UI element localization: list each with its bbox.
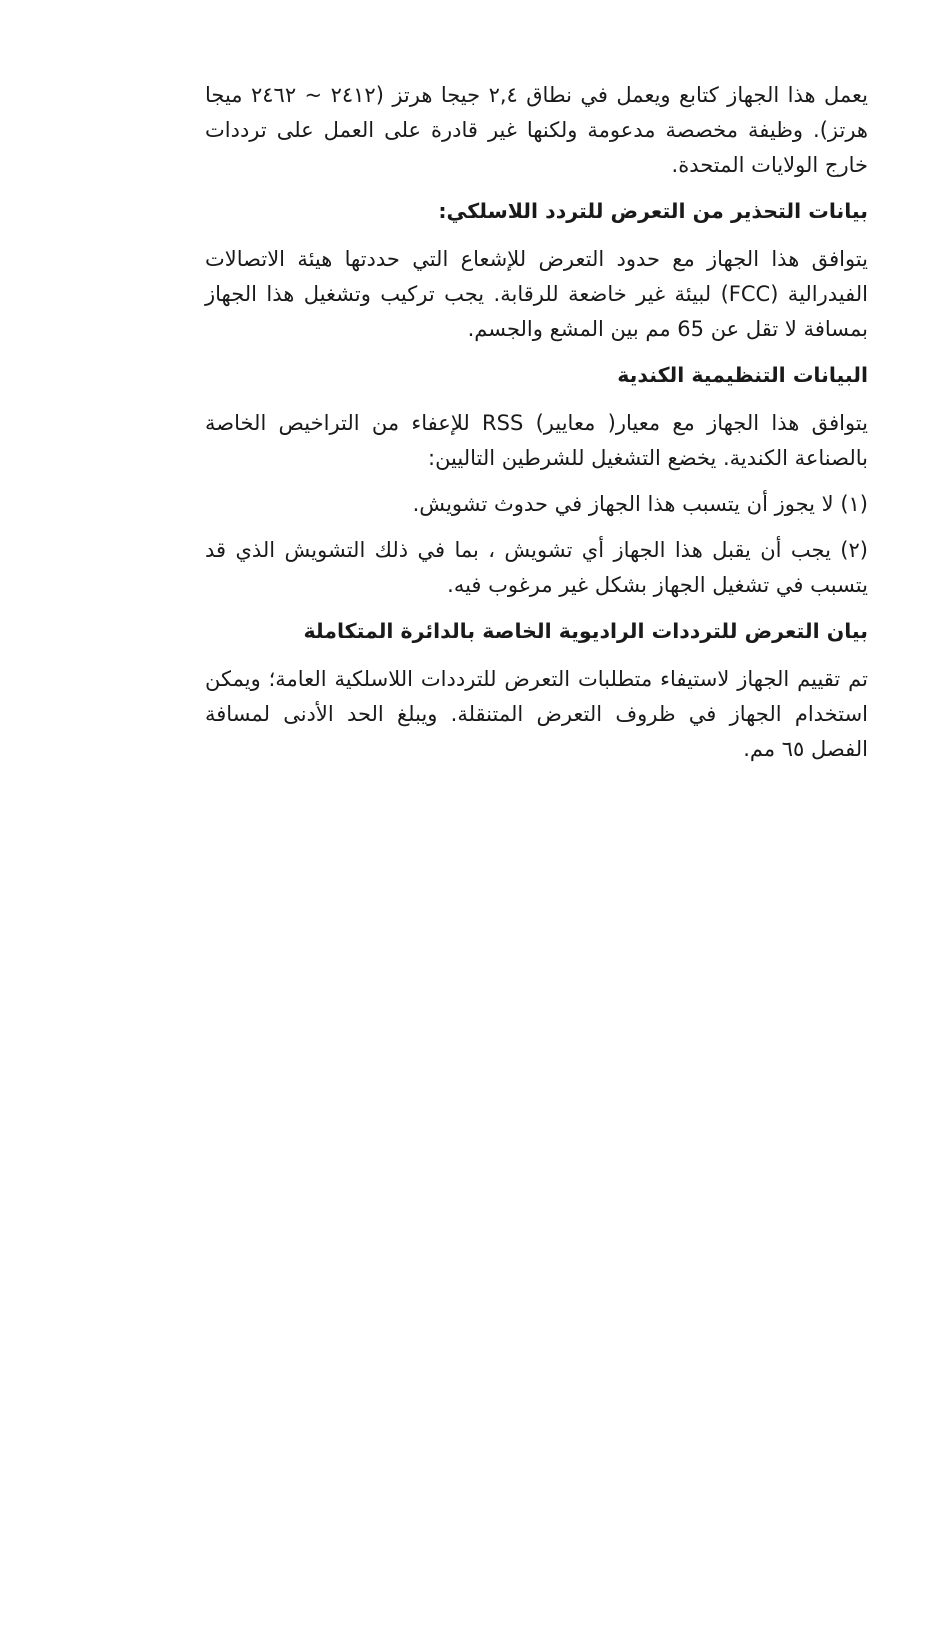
- ic-rf-exposure-heading: بيان التعرض للترددات الراديوية الخاصة بالدائرة المتكاملة: [303, 619, 868, 643]
- intro-paragraph: يعمل هذا الجهاز كتابع ويعمل في نطاق ٢,٤ جيجا هرتز (٢٤١٢ ~ ٢٤٦٢ ميجا هرتز). وظيفة مخصصة مدعومة ولكنها غير قادرة على العمل على ترددات خارج الولايات المتحدة.: [205, 83, 868, 177]
- ic-rf-exposure-paragraph: تم تقييم الجهاز لاستيفاء متطلبات التعرض للترددات اللاسلكية العامة؛ ويمكن استخدام الجهاز في ظروف التعرض المتنقلة. ويبلغ الحد الأدنى لمسافة الفصل ٦٥ مم.: [205, 667, 868, 761]
- rf-warning-heading: بيانات التحذير من التعرض للتردد اللاسلكي:: [438, 199, 868, 223]
- condition-2: (٢) يجب أن يقبل هذا الجهاز أي تشويش ، بما في ذلك التشويش الذي قد يتسبب في تشغيل الجهاز بشكل غير مرغوب فيه.: [205, 538, 868, 597]
- regulatory-document: [205, 78, 868, 778]
- canada-regulatory-paragraph: يتوافق هذا الجهاز مع معيار( معايير) RSS للإعفاء من التراخيص الخاصة بالصناعة الكندية. يخضع التشغيل للشرطين التاليين:: [205, 411, 868, 470]
- rf-warning-paragraph: يتوافق هذا الجهاز مع حدود التعرض للإشعاع التي حددتها هيئة الاتصالات الفيدرالية (FCC) لبيئة غير خاضعة للرقابة. يجب تركيب وتشغيل هذا الجهاز بمسافة لا تقل عن 65 مم بين المشع والجسم.: [205, 247, 868, 341]
- condition-1: (١) لا يجوز أن يتسبب هذا الجهاز في حدوث تشويش.: [412, 492, 868, 516]
- canada-regulatory-heading: البيانات التنظيمية الكندية: [617, 363, 868, 387]
